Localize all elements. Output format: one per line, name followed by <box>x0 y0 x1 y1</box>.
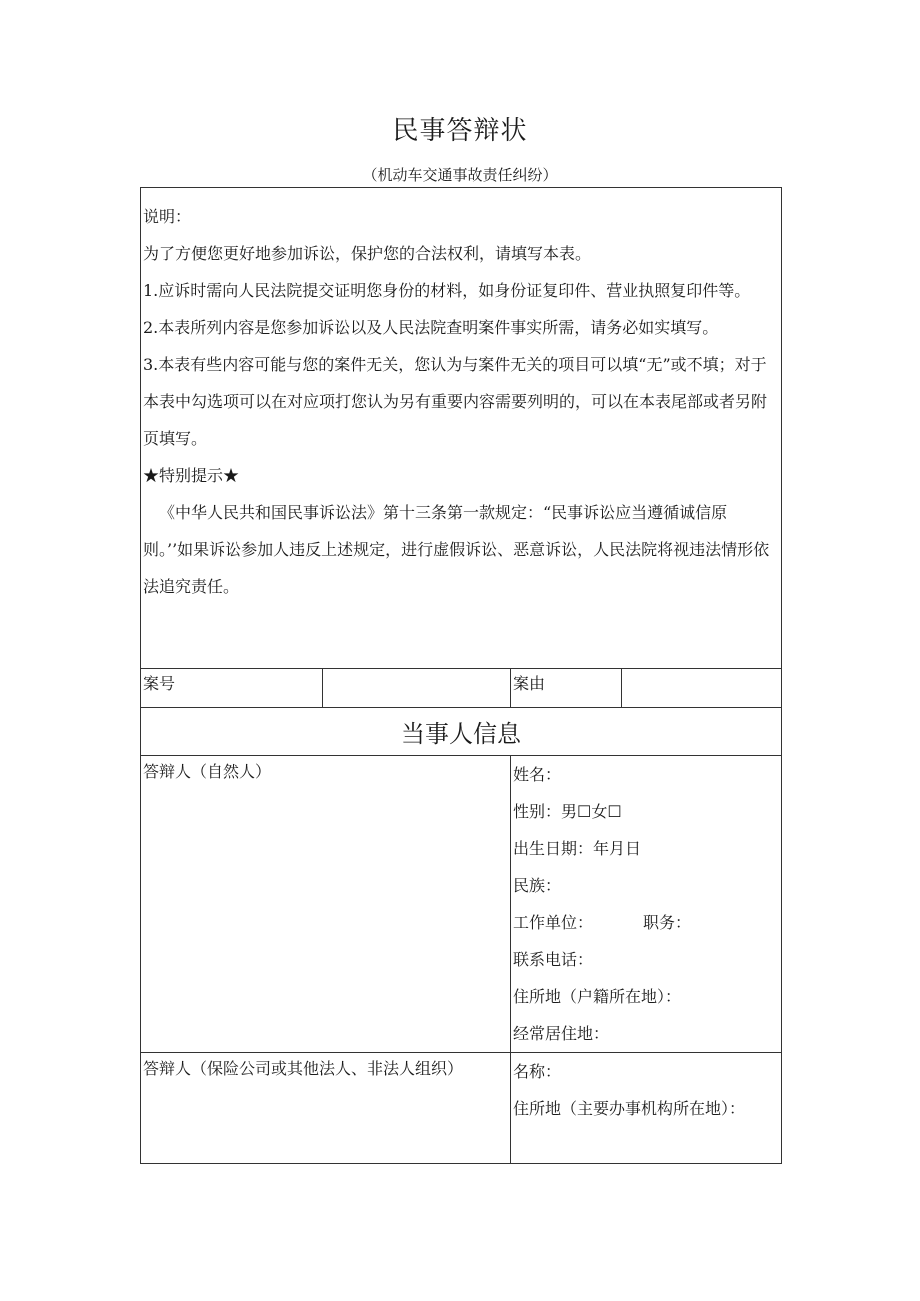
special-notice-text: 《中华人民共和国民事诉讼法》第十三条第一款规定：“民事诉讼应当遵循诚信原则。’’如果诉讼参加人违反上述规定，进行虚假诉讼、恶意诉讼，人民法院将视违法情形依法追究责任。 <box>143 503 770 596</box>
org-name-field[interactable]: 名称： <box>513 1062 562 1081</box>
employer-field[interactable]: 工作单位： <box>513 913 594 932</box>
notes-intro: 为了方便您更好地参加诉讼，保护您的合法权利，请填写本表。 <box>143 244 592 263</box>
notes-item-1: 1.应诉时需向人民法院提交证明您身份的材料，如身份证复印件、营业执照复印件等。 <box>143 281 751 300</box>
position-field[interactable]: 职务： <box>643 913 692 932</box>
special-notice-heading: ★特别提示★ <box>143 466 240 485</box>
defense-form-table <box>140 187 782 1164</box>
case-number-field[interactable] <box>323 669 511 708</box>
case-cause-label: 案由 <box>511 669 622 708</box>
section-header-row <box>141 708 782 756</box>
organization-fields[interactable] <box>511 1053 782 1164</box>
birth-date-field[interactable]: 出生日期：年月日 <box>513 839 642 858</box>
organization-row <box>141 1053 782 1164</box>
gender-field[interactable]: 性别：男☐女☐ <box>513 802 622 821</box>
notes-heading: 说明： <box>143 207 192 226</box>
notes-item-3: 3.本表有些内容可能与您的案件无关，您认为与案件无关的项目可以填“无”或不填；对于本表中勾选项可以在对应项打您认为另有重要内容需要列明的，可以在本表尾部或者另附页填写。 <box>143 355 768 448</box>
org-address-field[interactable]: 住所地（主要办事机构所在地）： <box>513 1099 746 1118</box>
party-info-heading: 当事人信息 <box>141 708 782 756</box>
employer-position-line <box>513 904 779 941</box>
natural-person-fields[interactable] <box>511 756 782 1053</box>
natural-person-row <box>141 756 782 1053</box>
notes-item-2: 2.本表所列内容是您参加诉讼以及人民法院查明案件事实所需，请务必如实填写。 <box>143 318 719 337</box>
case-info-row <box>141 669 782 708</box>
document-title: 民事答辩状 <box>392 116 528 146</box>
ethnicity-field[interactable]: 民族： <box>513 876 562 895</box>
notes-row <box>141 188 782 669</box>
notes-section <box>141 188 782 669</box>
case-number-label: 案号 <box>141 669 323 708</box>
residence-field[interactable]: 住所地（户籍所在地）： <box>513 987 682 1006</box>
case-cause-field[interactable] <box>622 669 782 708</box>
habitual-residence-field[interactable]: 经常居住地： <box>513 1024 610 1043</box>
phone-field[interactable]: 联系电话： <box>513 950 594 969</box>
organization-label: 答辩人（保险公司或其他法人、非法人组织） <box>141 1053 511 1164</box>
name-field[interactable]: 姓名： <box>513 765 562 784</box>
natural-person-label: 答辩人（自然人） <box>141 756 511 1053</box>
document-subtitle: （机动车交通事故责任纠纷） <box>362 166 558 184</box>
